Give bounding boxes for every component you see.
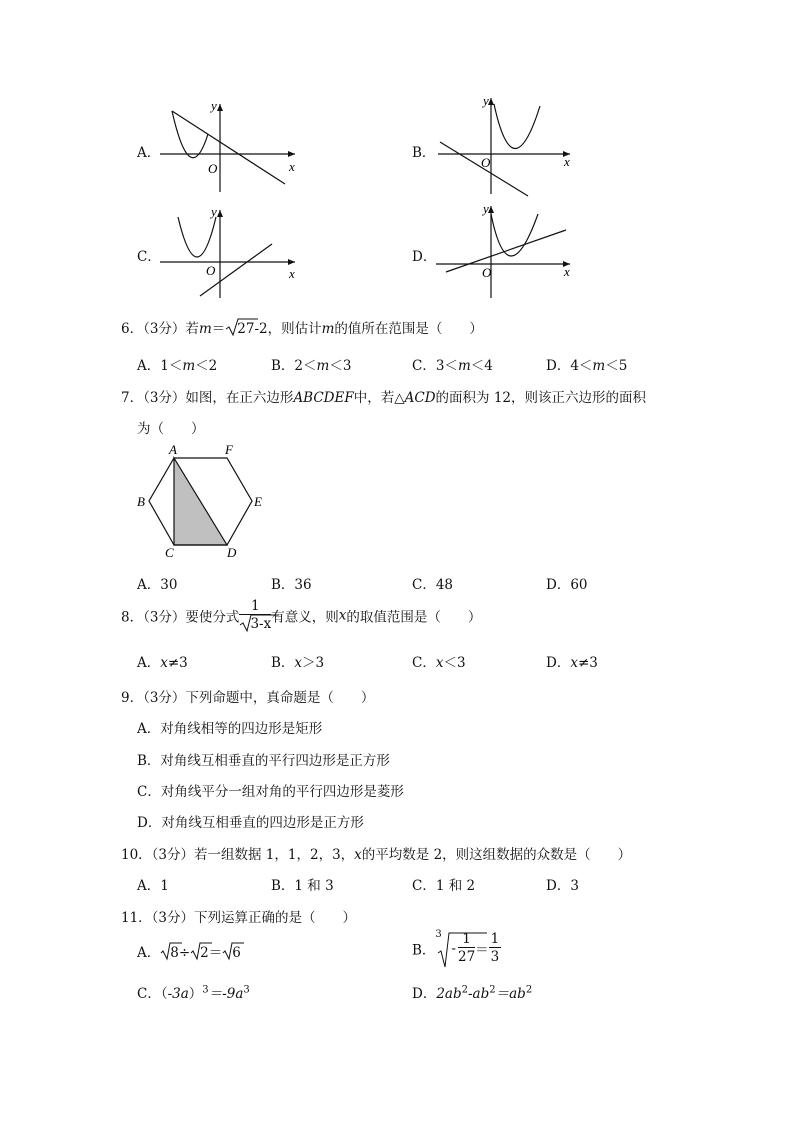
svg-text:F: F (225, 442, 233, 457)
option-letter: D． (412, 249, 437, 265)
q7-choice-a[interactable]: A．30 (137, 577, 178, 593)
svg-text:O: O (481, 155, 491, 170)
hexagon-figure (130, 438, 270, 560)
q9-choice-c[interactable]: C．对角线平分一组对角的平行四边形是菱形 (137, 784, 404, 800)
graph-a (150, 96, 310, 196)
line (172, 111, 285, 184)
q6-choice-b[interactable]: B．2＜m＜3 (271, 358, 352, 374)
q8-choice-a[interactable]: A．x≠3 (137, 655, 188, 671)
fraction: $\frac{1}{3-x}$ (239, 598, 271, 633)
svg-text:x: x (564, 264, 570, 279)
q11-stem: 11．（3分）下列运算正确的是（ ） (121, 910, 357, 926)
q7-choice-c[interactable]: C．48 (412, 577, 454, 593)
graph-c (150, 202, 310, 302)
q11-choice-d[interactable]: D．$2ab^2-ab^2=ab^2$ (412, 984, 533, 1002)
q7-choice-d[interactable]: D．60 (546, 577, 588, 593)
q9-choice-d[interactable]: D．对角线互相垂直的四边形是正方形 (137, 815, 364, 831)
parabola (491, 214, 538, 256)
svg-text:x: x (564, 154, 570, 169)
q7-stem-line2: 为（ ） (137, 421, 205, 437)
q11-choice-c[interactable]: C．$(-3a)^3=-9a^3$ (137, 984, 250, 1002)
q7-stem-line1: 7．（3分）如图，在正六边形ABCDEF中，若△ACD的面积为 12，则该正六边形的面积 (121, 390, 647, 406)
svg-text:B: B (137, 494, 145, 509)
triangle-acd (174, 458, 227, 545)
q6-choice-a[interactable]: A．1＜m＜2 (137, 358, 218, 374)
graph-d (428, 200, 588, 302)
q11-choice-a[interactable]: A． 8÷ 2＝ 6 (137, 941, 241, 961)
parabola (494, 104, 540, 149)
sqrt-27: 27 (225, 321, 254, 337)
q11-choice-b[interactable]: B． 3 - $\frac{1}{27}$ ＝ $\frac{1}{3}$ (412, 929, 500, 965)
svg-text:O: O (208, 161, 218, 176)
q10-choice-b[interactable]: B．1 和 3 (271, 878, 334, 894)
q8-choice-b[interactable]: B．x＞3 (271, 655, 325, 671)
svg-text:x: x (289, 159, 295, 174)
q10-choice-a[interactable]: A．1 (137, 878, 169, 894)
q8-stem: 8．（3分）要使分式 $\frac{1}{3-x}$ 有意义，则x的取值范围是（ ） (121, 598, 482, 632)
cube-root: 3 - $\frac{1}{27}$ (435, 931, 475, 966)
option-letter: A． (137, 145, 161, 161)
q8-choice-c[interactable]: C．x＜3 (412, 655, 466, 671)
q9-choice-a[interactable]: A．对角线相等的四边形是矩形 (137, 721, 323, 737)
parabola (178, 217, 216, 257)
option-letter: C． (137, 249, 161, 265)
q10-choice-c[interactable]: C．1 和 2 (412, 878, 476, 894)
option-letter: B． (412, 145, 436, 161)
q9-stem: 9．（3分）下列命题中，真命题是（ ） (121, 690, 375, 706)
svg-text:C: C (165, 545, 174, 560)
q10-choice-d[interactable]: D．3 (546, 878, 579, 894)
q10-stem: 10．（3分）若一组数据 1，1，2，3，x的平均数是 2，则这组数据的众数是（ ） (121, 847, 632, 863)
svg-text:x: x (289, 266, 295, 281)
q6-stem: 6．（3分）若m＝ 27-2，则估计m的值所在范围是（ ） (121, 321, 483, 337)
q6-choice-c[interactable]: C．3＜m＜4 (412, 358, 493, 374)
svg-text:y: y (211, 204, 217, 219)
svg-text:O: O (482, 265, 492, 280)
q9-choice-b[interactable]: B．对角线互相垂直的平行四边形是正方形 (137, 753, 390, 769)
q8-choice-d[interactable]: D．x≠3 (546, 655, 598, 671)
svg-text:E: E (254, 494, 262, 509)
svg-text:A: A (169, 442, 177, 457)
svg-text:y: y (483, 93, 489, 108)
svg-text:O: O (206, 263, 216, 278)
svg-text:D: D (227, 545, 237, 560)
q6-choice-d[interactable]: D．4＜m＜5 (546, 358, 628, 374)
line (446, 230, 566, 272)
q7-choice-b[interactable]: B．36 (271, 577, 312, 593)
svg-text:y: y (211, 98, 217, 113)
graph-b (428, 92, 588, 202)
svg-text:y: y (483, 201, 489, 216)
parabola (172, 111, 208, 158)
